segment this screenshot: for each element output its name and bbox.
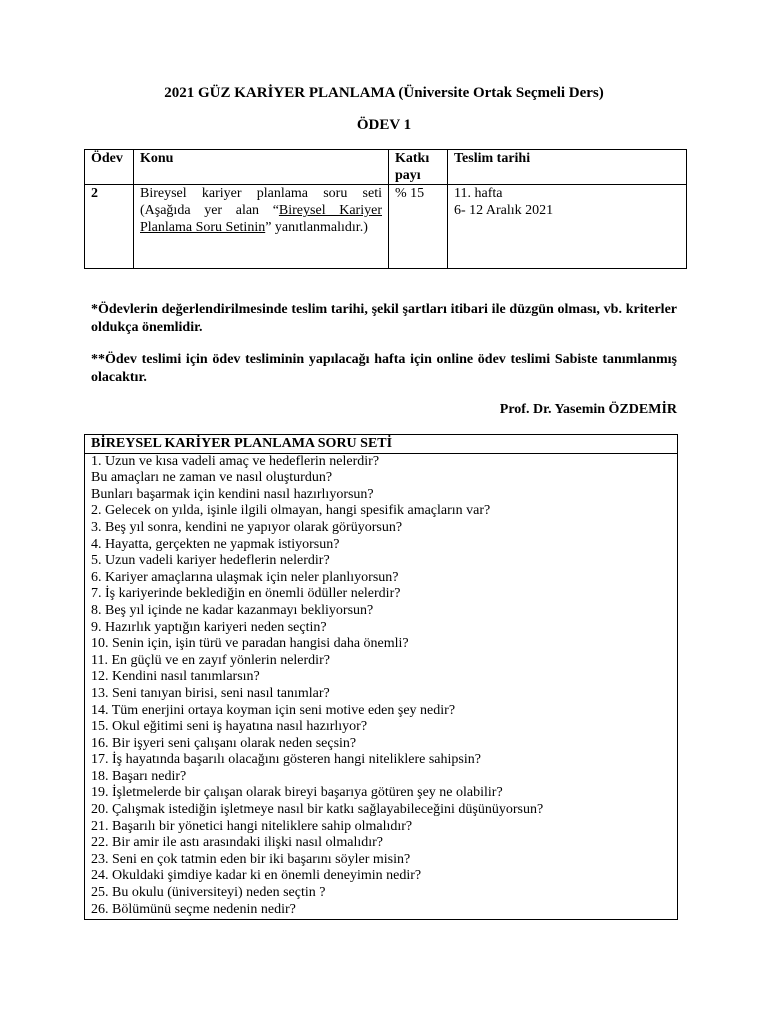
- header-deadline: Teslim tarihi: [448, 150, 687, 185]
- question-line: 13. Seni tanıyan birisi, seni nasıl tanımlar?: [91, 685, 330, 701]
- deadline-dates: 6- 12 Aralık 2021: [454, 203, 554, 218]
- question-line: 8. Beş yıl içinde ne kadar kazanmayı bekliyorsun?: [91, 602, 374, 618]
- question-line: 21. Başarılı bir yönetici hangi niteliklere sahip olmalıdır?: [91, 818, 413, 834]
- question-set-box: [84, 434, 678, 920]
- question-line: 3. Beş yıl sonra, kendini ne yapıyor olarak görüyorsun?: [91, 519, 403, 535]
- question-line: 15. Okul eğitimi seni iş hayatına nasıl hazırlıyor?: [91, 719, 368, 735]
- question-line: 12. Kendini nasıl tanımlarsın?: [91, 669, 260, 685]
- question-list: [91, 454, 677, 919]
- question-line: 24. Okuldaki şimdiye kadar ki en önemli deneyimin nedir?: [91, 868, 422, 884]
- assignment-table-header: [85, 150, 687, 185]
- cell-weight: % 15: [389, 185, 448, 269]
- question-line: 1. Uzun ve kısa vadeli amaç ve hedeflerin nelerdir?: [91, 453, 380, 469]
- question-line: 19. İşletmelerde bir çalışan olarak bireyi başarıya götüren şey ne olabilir?: [91, 785, 503, 801]
- question-line: 5. Uzun vadeli kariyer hedeflerin nelerdir?: [91, 553, 330, 569]
- header-topic: Konu: [134, 150, 389, 185]
- topic-text-after: ” yanıtlanmalıdır.): [265, 220, 368, 235]
- question-line: 4. Hayatta, gerçekten ne yapmak istiyorsun?: [91, 536, 340, 552]
- question-line: 16. Bir işyeri seni çalışanı olarak neden seçsin?: [91, 735, 357, 751]
- question-line: 25. Bu okulu (üniversiteyi) neden seçtin ?: [91, 885, 326, 901]
- question-line: Bu amaçları ne zaman ve nasıl oluşturdun?: [91, 470, 333, 486]
- question-line: 7. İş kariyerinde beklediğin en önemli ödüller nelerdir?: [91, 586, 401, 602]
- assignment-table: [84, 149, 687, 269]
- document-title: 2021 GÜZ KARİYER PLANLAMA (Üniversite Ortak Seçmeli Ders): [164, 85, 604, 101]
- question-line: 22. Bir amir ile astı arasındaki ilişki nasıl olmalıdır?: [91, 835, 383, 851]
- header-no: Ödev: [85, 150, 134, 185]
- question-line: 14. Tüm enerjini ortaya koyman için seni motive eden şey nedir?: [91, 702, 456, 718]
- cell-no: 2: [85, 185, 134, 269]
- topic-text-before: Bireysel kariyer planlama soru seti (Aşağıda yer alan “: [140, 186, 382, 218]
- question-line: 9. Hazırlık yaptığın kariyeri neden seçtin?: [91, 619, 327, 635]
- instructor-signature: Prof. Dr. Yasemin ÖZDEMİR: [499, 402, 677, 417]
- cell-topic: [134, 185, 389, 269]
- assignment-number-title: ÖDEV 1: [356, 117, 412, 133]
- question-line: 10. Senin için, işin türü ve paradan hangisi daha önemli?: [91, 636, 409, 652]
- deadline-week: 11. hafta: [454, 186, 503, 201]
- note-submission: **Ödev teslimi için ödev tesliminin yapılacağı hafta için online ödev teslimi Sabiste tanımlanmış olacaktır.: [91, 352, 677, 385]
- question-line: 6. Kariyer amaçlarına ulaşmak için neler planlıyorsun?: [91, 569, 399, 585]
- question-line: 23. Seni en çok tatmin eden bir iki başarını söyler misin?: [91, 851, 411, 867]
- question-line: 11. En güçlü ve en zayıf yönlerin nelerdir?: [91, 652, 330, 668]
- question-line: 18. Başarı nedir?: [91, 768, 187, 784]
- question-line: 26. Bölümünü seçme nedenin nedir?: [91, 901, 296, 917]
- cell-deadline: [448, 185, 687, 269]
- question-line: 20. Çalışmak istediğin işletmeye nasıl bir katkı sağlayabileceğini düşünüyorsun?: [91, 802, 544, 818]
- header-weight: Katkı payı: [389, 150, 448, 185]
- question-line: 17. İş hayatında başarılı olacağını gösteren hangi niteliklere sahipsin?: [91, 752, 481, 768]
- topic-question-set-reference: Bireysel Kariyer Planlama Soru Setinin: [140, 203, 382, 235]
- assignment-table-row: [85, 185, 687, 269]
- note-evaluation: *Ödevlerin değerlendirilmesinde teslim tarihi, şekil şartları itibari ile düzgün olması, vb. kriterler oldukça önemlidir.: [91, 302, 677, 335]
- question-line: Bunları başarmak için kendini nasıl hazırlıyorsun?: [91, 486, 374, 502]
- question-set-heading: BİREYSEL KARİYER PLANLAMA SORU SETİ: [85, 436, 677, 454]
- question-line: 2. Gelecek on yılda, işinle ilgili olmayan, hangi spesifik amaçların var?: [91, 503, 491, 519]
